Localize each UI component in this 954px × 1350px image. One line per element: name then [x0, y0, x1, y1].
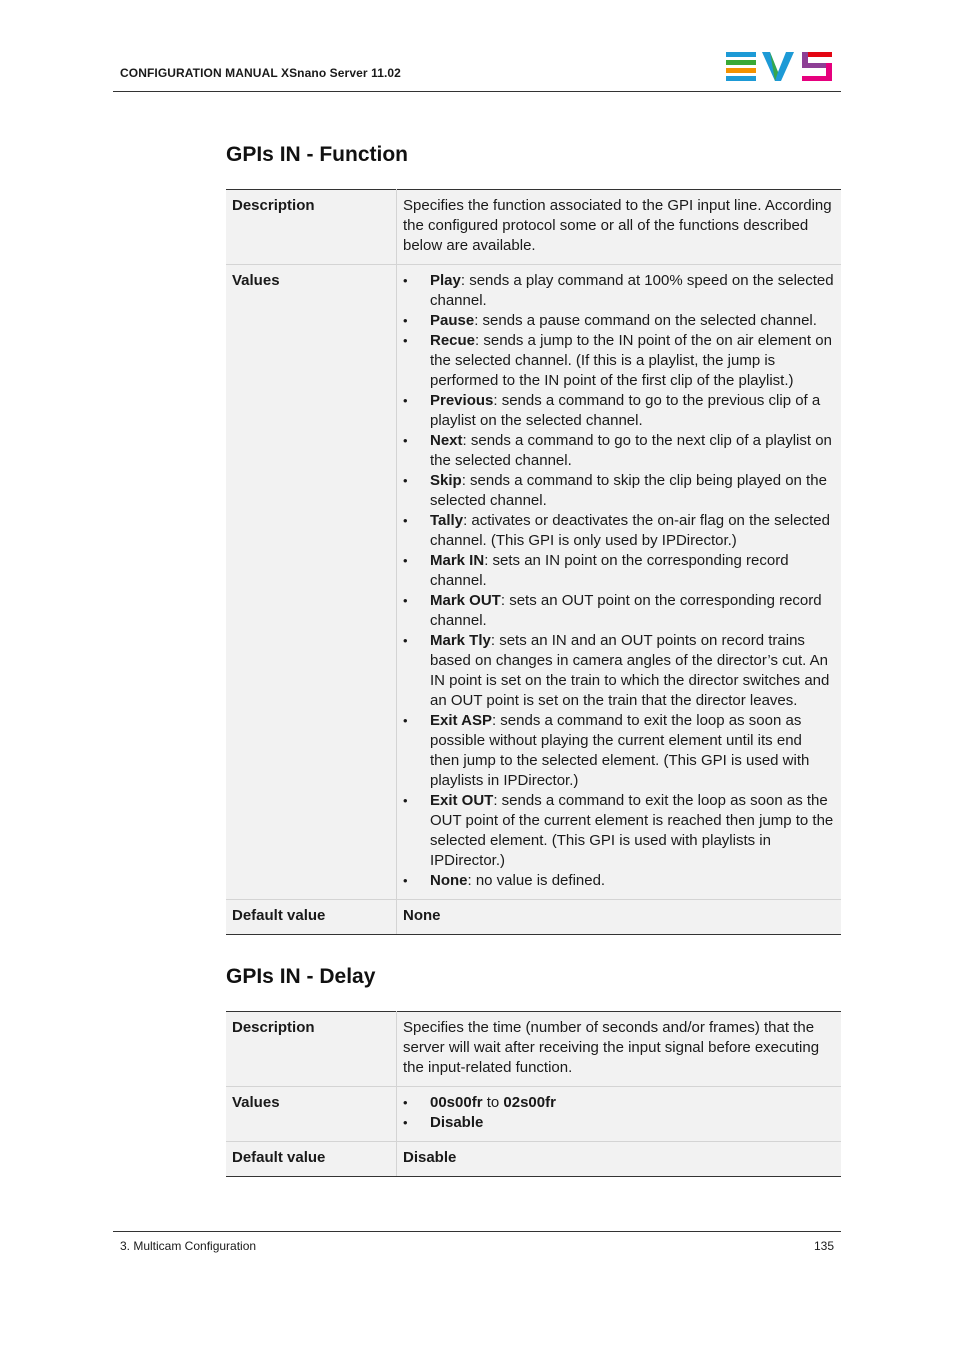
- values-list: [403, 1093, 835, 1133]
- list-item: • None: no value is defined.: [403, 871, 835, 891]
- table-row: [226, 1012, 841, 1087]
- page-header: [113, 50, 841, 92]
- row-label: Default value: [226, 1142, 397, 1177]
- row-label: Values: [226, 1087, 397, 1142]
- list-item: • Tally: activates or deactivates the on-air flag on the selected channel. (This GPI is only used by IPDirector.): [403, 511, 835, 551]
- delay-parameter-table: [226, 1011, 841, 1177]
- values-list: [403, 271, 835, 891]
- list-item: • Previous: sends a command to go to the previous clip of a playlist on the selected channel.: [403, 391, 835, 431]
- list-item: • Disable: [403, 1113, 835, 1133]
- description-text: Specifies the function associated to the GPI input line. According the configured protocol some or all of the functions described below are available.: [397, 190, 842, 265]
- list-item: • Exit ASP: sends a command to exit the loop as soon as possible without playing the current element until its end then jump to the selected element. (This GPI is used with playlists in IPDirector.): [403, 711, 835, 791]
- list-item: • Recue: sends a jump to the IN point of the on air element on the selected channel. (If this is a playlist, the jump is performed to the IN point of the first clip of the playlist.): [403, 331, 835, 391]
- row-label: Description: [226, 190, 397, 265]
- table-row: [226, 1087, 841, 1142]
- default-value: Disable: [403, 1149, 457, 1166]
- row-label: Default value: [226, 900, 397, 935]
- default-value: None: [403, 907, 441, 924]
- table-row: [226, 190, 841, 265]
- list-item: • Mark IN: sets an IN point on the corresponding record channel.: [403, 551, 835, 591]
- list-item: • Mark Tly: sets an IN and an OUT points on record trains based on changes in camera angles of the director’s cut. An IN point is set on the train to which the director switches and an OUT point is set on the train that the director leaves.: [403, 631, 835, 711]
- evs-logo-icon: [726, 52, 834, 82]
- list-item: • 00s00fr to 02s00fr: [403, 1093, 835, 1113]
- section-title-function: GPIs IN - Function: [226, 143, 408, 166]
- section-title-delay: GPIs IN - Delay: [226, 965, 376, 988]
- function-parameter-table: [226, 189, 841, 935]
- table-row: [226, 1142, 841, 1177]
- page-number: 135: [813, 1239, 834, 1253]
- page-footer: [113, 1231, 841, 1253]
- list-item: • Pause: sends a pause command on the selected channel.: [403, 311, 835, 331]
- document-title: CONFIGURATION MANUAL XSnano Server 11.02: [120, 66, 401, 80]
- row-label: Description: [226, 1012, 397, 1087]
- list-item: • Play: sends a play command at 100% speed on the selected channel.: [403, 271, 835, 311]
- description-text: Specifies the time (number of seconds and/or frames) that the server will wait after receiving the input signal before executing the input-related function.: [397, 1012, 842, 1087]
- table-row: [226, 900, 841, 935]
- chapter-label: 3. Multicam Configuration: [120, 1239, 257, 1253]
- list-item: • Mark OUT: sets an OUT point on the corresponding record channel.: [403, 591, 835, 631]
- list-item: • Next: sends a command to go to the next clip of a playlist on the selected channel.: [403, 431, 835, 471]
- list-item: • Skip: sends a command to skip the clip being played on the selected channel.: [403, 471, 835, 511]
- list-item: • Exit OUT: sends a command to exit the loop as soon as the OUT point of the current element is reached then jump to the selected element. (This GPI is used with playlists in IPDirector.): [403, 791, 835, 871]
- table-row: [226, 265, 841, 900]
- row-label: Values: [226, 265, 397, 900]
